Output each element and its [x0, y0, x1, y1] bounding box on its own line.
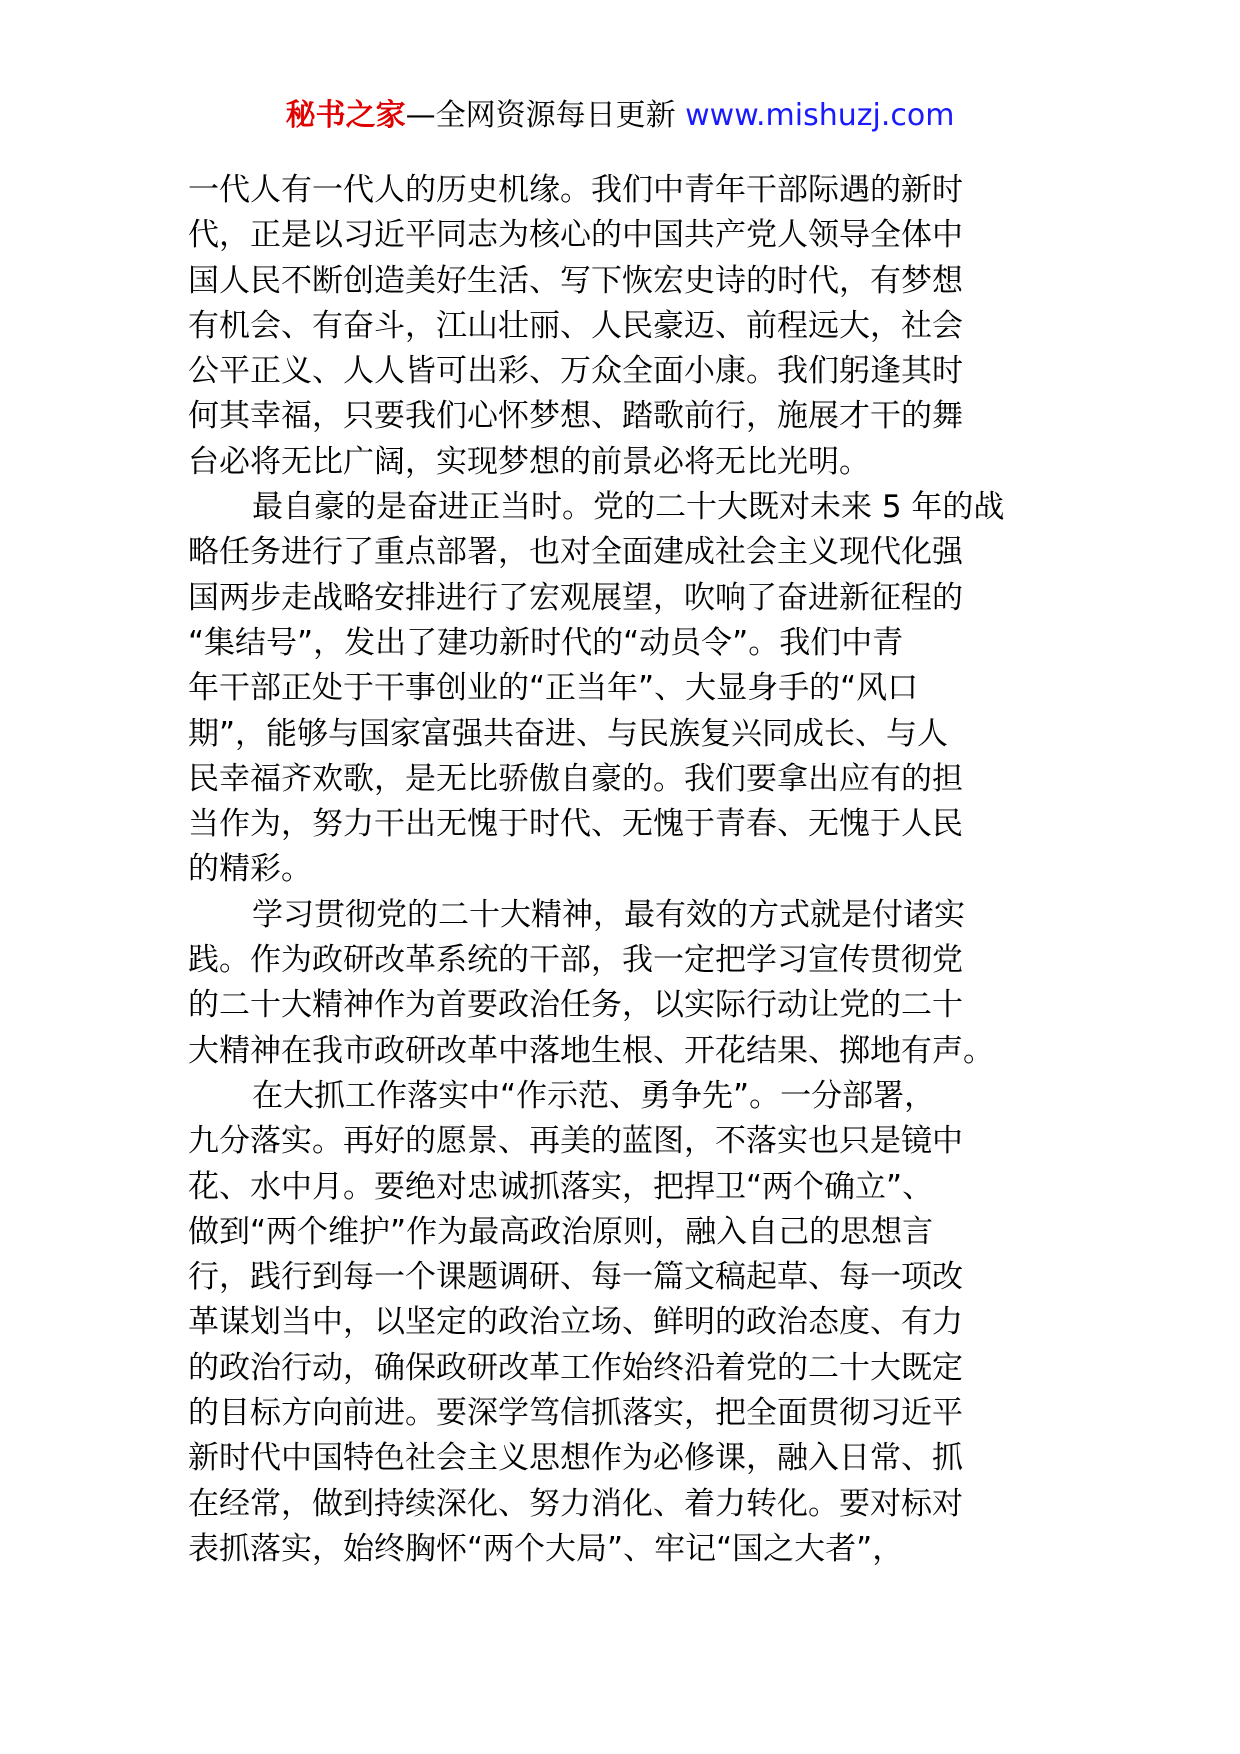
text-line: 代，正是以习近平同志为核心的中国共产党人领导全体中 — [188, 217, 963, 254]
text-line: 年干部正处于干事创业的“正当年”、大显身手的“风口 — [188, 670, 919, 707]
text-line: 做到“两个维护”作为最高政治原则，融入自己的思想言 — [188, 1213, 934, 1250]
text-line: 的精彩。 — [188, 851, 312, 888]
text-line: 国人民不断创造美好生活、写下恢宏史诗的时代，有梦想 — [188, 262, 963, 299]
text-line: 的二十大精神作为首要政治任务，以实际行动让党的二十 — [188, 987, 963, 1024]
header-tagline: —全网资源每日更新 — [405, 98, 686, 133]
text-line: 国两步走战略安排进行了宏观展望，吹响了奋进新征程的 — [188, 579, 963, 616]
text-line: 略任务进行了重点部署，也对全面建成社会主义现代化强 — [188, 534, 963, 571]
text-line: 在经常，做到持续深化、努力消化、着力转化。要对标对 — [188, 1485, 963, 1522]
text-line: 革谋划当中，以坚定的政治立场、鲜明的政治态度、有力 — [188, 1304, 963, 1341]
text-line: 花、水中月。要绝对忠诚抓落实，把捍卫“两个确立”、 — [188, 1168, 934, 1205]
text-line: “集结号”，发出了建功新时代的“动员令”。我们中青 — [188, 624, 904, 661]
text-line: 期”，能够与国家富强共奋进、与民族复兴同成长、与人 — [188, 715, 949, 752]
paragraph-first-line: 学习贯彻党的二十大精神，最有效的方式就是付诸实 — [252, 896, 965, 933]
text-line: 有机会、有奋斗，江山壮丽、人民豪迈、前程远大，社会 — [188, 307, 963, 344]
site-url-link[interactable]: www.mishuzj.com — [685, 98, 955, 133]
text-line: 表抓落实，始终胸怀“两个大局”、牢记“国之大者”， — [188, 1530, 904, 1567]
page-header — [0, 96, 1240, 136]
text-line: 公平正义、人人皆可出彩、万众全面小康。我们躬逢其时 — [188, 353, 963, 390]
text-line: 践。作为政研改革系统的干部，我一定把学习宣传贯彻党 — [188, 942, 963, 979]
text-line: 的政治行动，确保政研改革工作始终沿着党的二十大既定 — [188, 1349, 963, 1386]
text-line: 当作为，努力干出无愧于时代、无愧于青春、无愧于人民 — [188, 806, 963, 843]
text-line: 九分落实。再好的愿景、再美的蓝图，不落实也只是镜中 — [188, 1123, 963, 1160]
text-line: 的目标方向前进。要深学笃信抓落实，把全面贯彻习近平 — [188, 1395, 963, 1432]
paragraph-first-line: 在大抓工作落实中“作示范、勇争先”。一分部署， — [252, 1077, 936, 1114]
document-body — [188, 168, 1060, 1572]
text-line: 民幸福齐欢歌，是无比骄傲自豪的。我们要拿出应有的担 — [188, 760, 963, 797]
paragraph-first-line: 最自豪的是奋进正当时。党的二十大既对未来 5 年的战 — [252, 489, 1005, 526]
text-line: 新时代中国特色社会主义思想作为必修课，融入日常、抓 — [188, 1440, 963, 1477]
text-line: 大精神在我市政研改革中落地生根、开花结果、掷地有声。 — [188, 1032, 994, 1069]
text-line: 行，践行到每一个课题调研、每一篇文稿起草、每一项改 — [188, 1259, 963, 1296]
text-line: 何其幸福，只要我们心怀梦想、踏歌前行，施展才干的舞 — [188, 398, 963, 435]
brand-name: 秘书之家 — [285, 98, 406, 133]
text-line: 一代人有一代人的历史机缘。我们中青年干部际遇的新时 — [188, 172, 963, 208]
text-line: 台必将无比广阔，实现梦想的前景必将无比光明。 — [188, 443, 870, 480]
